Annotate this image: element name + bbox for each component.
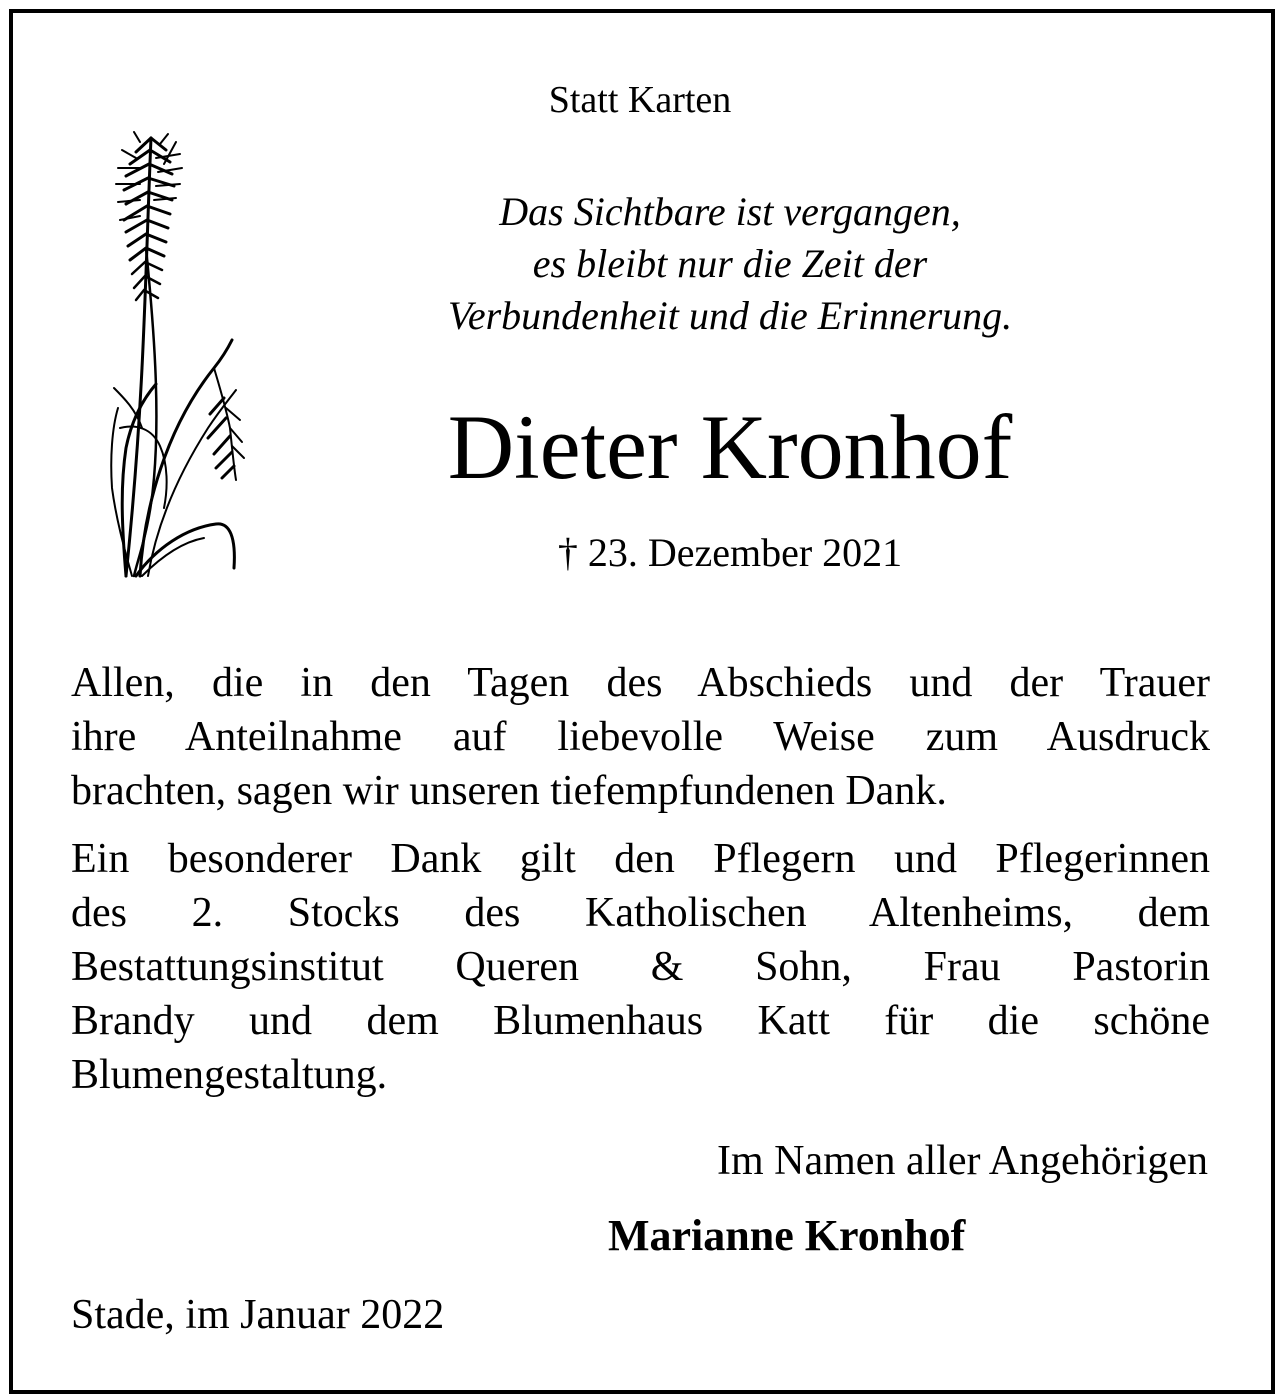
paragraph-line: Allen, die in den Tagen des Abschieds und der Trauer [71, 660, 1210, 706]
paragraph-line: ihre Anteilnahme auf liebevolle Weise zum Ausdruck [71, 714, 1210, 760]
grass-plant-illustration [96, 128, 246, 580]
paragraph-line: Brandy und dem Blumenhaus Katt für die schöne [71, 998, 1210, 1044]
special-thanks-paragraph [71, 832, 1210, 1102]
paragraph-line: Blumengestaltung. [71, 1052, 388, 1098]
quote-line: es bleibt nur die Zeit der [532, 241, 928, 286]
deceased-name: Dieter Kronhof [447, 396, 1013, 498]
thanks-paragraph [71, 656, 1210, 818]
quote-line: Das Sichtbare ist vergangen, [499, 189, 961, 234]
death-date: † 23. Dezember 2021 [557, 530, 903, 575]
quote-line: Verbundenheit und die Erinnerung. [447, 293, 1013, 338]
paragraph-line: des 2. Stocks des Katholischen Altenheims, dem [71, 890, 1210, 936]
place-and-date: Stade, im Januar 2022 [71, 1292, 445, 1338]
closing-line: Im Namen aller Angehörigen [717, 1138, 1208, 1184]
signer-name: Marianne Kronhof [608, 1211, 966, 1260]
paragraph-line: Bestattungsinstitut Queren & Sohn, Frau Pastorin [71, 944, 1210, 990]
paragraph-line: Ein besonderer Dank gilt den Pflegern und Pflegerinnen [71, 836, 1210, 882]
paragraph-line: brachten, sagen wir unseren tiefempfundenen Dank. [71, 768, 947, 814]
header-statt-karten: Statt Karten [548, 79, 732, 121]
memorial-quote [300, 186, 1160, 342]
